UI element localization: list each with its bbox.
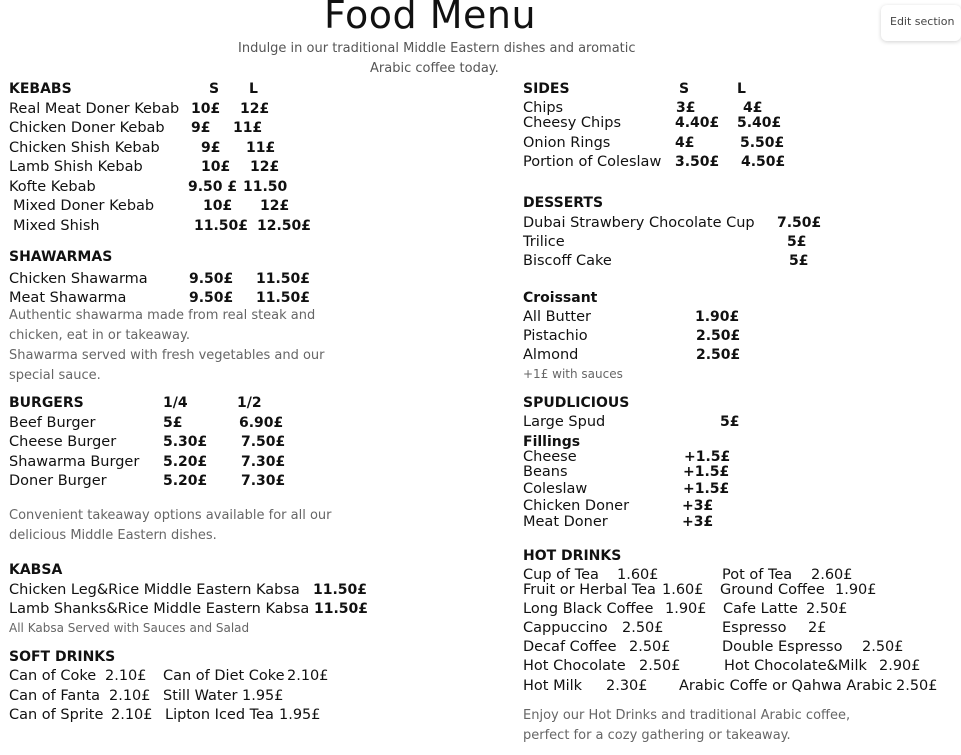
menu-item-price-small: 10£	[203, 198, 233, 214]
menu-item-name: Cheese Burger	[9, 434, 117, 450]
burgers-note: delicious Middle Eastern dishes.	[9, 528, 217, 543]
menu-item-price-small: 3.50£	[675, 154, 720, 170]
menu-item-price-half: 7.50£	[241, 434, 286, 450]
menu-item-name: Pistachio	[523, 328, 588, 344]
menu-item-price: +3£	[682, 498, 714, 514]
menu-item-name: Lamb Shish Kebab	[9, 159, 143, 175]
menu-item-price: 7.50£	[777, 215, 822, 231]
menu-item-price-small: 9£	[201, 140, 221, 156]
menu-item-price: 2.50£	[896, 678, 938, 694]
menu-item-name: Can of Fanta	[9, 688, 101, 704]
menu-item-name: Can of Sprite	[9, 707, 104, 723]
menu-item-price: 2.50£	[862, 639, 904, 655]
menu-item-price: 2.50£	[622, 620, 664, 636]
menu-item-price-large: 5.40£	[737, 115, 782, 131]
menu-item-price: 2.10£	[109, 688, 151, 704]
menu-item-name: Double Espresso	[722, 639, 843, 655]
croissant-heading: Croissant	[523, 290, 598, 306]
menu-item-price: 1.90£	[695, 309, 740, 325]
burgers-col-quarter: 1/4	[163, 395, 188, 411]
menu-item-name: Portion of Coleslaw	[523, 154, 662, 170]
hot-drinks-note: Enjoy our Hot Drinks and traditional Arabic coffee,	[523, 708, 851, 723]
menu-item-name: Cappuccino	[523, 620, 608, 636]
menu-item-name: Meat Doner	[523, 514, 608, 530]
menu-item-price-large: 12£	[240, 101, 270, 117]
menu-item-price-large: 11£	[246, 140, 276, 156]
edit-section-button[interactable]: Edit section	[881, 5, 961, 41]
menu-item-name: Arabic Coffe or Qahwa Arabic	[679, 678, 893, 694]
menu-item-price-small: 9£	[191, 120, 211, 136]
menu-item-price: 1.95£	[242, 688, 284, 704]
menu-item-price: 11.50£	[313, 582, 368, 598]
menu-item-name: Chicken Leg&Rice Middle Eastern Kabsa	[9, 582, 300, 598]
sides-col-s: S	[679, 81, 690, 97]
menu-item-price-small: 9.50 £	[188, 179, 238, 195]
menu-item-price: 2.50£	[806, 601, 848, 617]
menu-item-price-large: 12£	[250, 159, 280, 175]
menu-item-price-large: 4.50£	[741, 154, 786, 170]
menu-item-price-small: 9.50£	[189, 271, 234, 287]
menu-item-price-half: 7.30£	[241, 473, 286, 489]
menu-item-name: Long Black Coffee	[523, 601, 654, 617]
menu-item-price-small: 4£	[675, 135, 695, 151]
kebabs-col-l: L	[249, 81, 258, 97]
menu-item-name: Onion Rings	[523, 135, 611, 151]
menu-item-name: Coleslaw	[523, 481, 588, 497]
menu-item-price-small: 10£	[191, 101, 221, 117]
menu-item-name: Lipton Iced Tea	[165, 707, 274, 723]
sides-col-l: L	[737, 81, 746, 97]
menu-item-price-large: 11.50£	[256, 271, 311, 287]
menu-item-price: +1.5£	[683, 481, 730, 497]
menu-item-price-half: 7.30£	[241, 454, 286, 470]
menu-item-name: Can of Diet Coke	[163, 668, 285, 684]
kebabs-col-s: S	[209, 81, 220, 97]
menu-item-name: Cheesy Chips	[523, 115, 622, 131]
menu-item-name: Large Spud	[523, 414, 606, 430]
menu-item-price: 2.30£	[606, 678, 648, 694]
menu-item-price: 2.50£	[629, 639, 671, 655]
menu-item-price: 2.10£	[105, 668, 147, 684]
kabsa-note: All Kabsa Served with Sauces and Salad	[9, 621, 250, 635]
soft-drinks-heading: SOFT DRINKS	[9, 649, 116, 665]
menu-item-price-quarter: 5.20£	[163, 473, 208, 489]
menu-item-name: Beans	[523, 464, 568, 480]
menu-item-price-large: 12£	[260, 198, 290, 214]
menu-item-price-large: 4£	[743, 100, 763, 116]
menu-item-price-quarter: 5£	[163, 415, 183, 431]
menu-item-name: All Butter	[523, 309, 591, 325]
menu-item-price-large: 11.50£	[256, 290, 311, 306]
kebabs-heading: KEBABS	[9, 81, 72, 97]
menu-item-price-large: 5.50£	[740, 135, 785, 151]
menu-item-price: 2.90£	[879, 658, 921, 674]
menu-item-name: Chicken Doner	[523, 498, 630, 514]
menu-item-price-quarter: 5.20£	[163, 454, 208, 470]
menu-item-name: Hot Milk	[523, 678, 583, 694]
desserts-heading: DESSERTS	[523, 195, 604, 211]
menu-item-name: Cafe Latte	[723, 601, 798, 617]
menu-item-name: Beef Burger	[9, 415, 96, 431]
hot-drinks-heading: HOT DRINKS	[523, 548, 622, 564]
fillings-heading: Fillings	[523, 434, 581, 450]
shawarmas-heading: SHAWARMAS	[9, 249, 113, 265]
menu-item-price: 1.60£	[617, 567, 659, 583]
menu-item-name: Lamb Shanks&Rice Middle Eastern Kabsa	[9, 601, 310, 617]
menu-item-name: Hot Chocolate&Milk	[724, 658, 867, 674]
menu-item-name: Biscoff Cake	[523, 253, 612, 269]
croissant-note: +1£ with sauces	[523, 367, 623, 381]
menu-item-name: Shawarma Burger	[9, 454, 140, 470]
menu-item-name: Doner Burger	[9, 473, 107, 489]
menu-item-price: 2.10£	[287, 668, 329, 684]
burgers-heading: BURGERS	[9, 395, 84, 411]
menu-item-name: Chicken Doner Kebab	[9, 120, 165, 136]
subtitle-line-2: Arabic coffee today.	[370, 61, 499, 76]
spudlicious-heading: SPUDLICIOUS	[523, 395, 630, 411]
menu-item-name: Can of Coke	[9, 668, 97, 684]
menu-item-price-half: 6.90£	[239, 415, 284, 431]
menu-item-name: Cup of Tea	[523, 567, 599, 583]
menu-item-price-large: 11£	[233, 120, 263, 136]
menu-item-name: Kofte Kebab	[9, 179, 96, 195]
hot-drinks-note: perfect for a cozy gathering or takeaway.	[523, 728, 791, 743]
menu-item-name: Hot Chocolate	[523, 658, 626, 674]
menu-item-price-large: 11.50	[243, 179, 288, 195]
menu-item-price: 11.50£	[314, 601, 369, 617]
menu-item-price-small: 4.40£	[675, 115, 720, 131]
sides-heading: SIDES	[523, 81, 570, 97]
shawarma-note: Authentic shawarma made from real steak and	[9, 308, 316, 323]
menu-item-name: Dubai Strawbery Chocolate Cup	[523, 215, 755, 231]
menu-item-name: Fruit or Herbal Tea	[523, 582, 656, 598]
menu-item-name: Chicken Shish Kebab	[9, 140, 160, 156]
menu-item-price: 5£	[787, 234, 807, 250]
menu-item-price: 2.50£	[696, 347, 741, 363]
menu-item-price: 1.90£	[665, 601, 707, 617]
menu-item-name: Almond	[523, 347, 579, 363]
subtitle-line-1: Indulge in our traditional Middle Eastern dishes and aromatic	[238, 41, 636, 56]
menu-item-price: 2.50£	[696, 328, 741, 344]
menu-item-price: 1.90£	[835, 582, 877, 598]
menu-item-price: 1.60£	[662, 582, 704, 598]
menu-item-name: Chicken Shawarma	[9, 271, 148, 287]
menu-item-name: Trilice	[523, 234, 565, 250]
menu-item-name: Real Meat Doner Kebab	[9, 101, 180, 117]
menu-item-name: Still Water	[163, 688, 238, 704]
menu-item-price: 2£	[808, 620, 827, 636]
menu-item-price-large: 12.50£	[257, 218, 312, 234]
menu-item-name: Meat Shawarma	[9, 290, 127, 306]
menu-item-price-small: 10£	[201, 159, 231, 175]
menu-item-price: 1.95£	[279, 707, 321, 723]
page-title: Food Menu	[324, 0, 537, 37]
burgers-note: Convenient takeaway options available for all our	[9, 508, 332, 523]
menu-item-price-small: 3£	[676, 100, 696, 116]
menu-item-price: +1.5£	[683, 464, 730, 480]
menu-item-price: 5£	[789, 253, 809, 269]
menu-item-price: 5£	[720, 414, 740, 430]
menu-item-price: +3£	[682, 514, 714, 530]
menu-item-name: Cheese	[523, 449, 577, 465]
menu-item-price: 2.60£	[811, 567, 853, 583]
menu-item-price-quarter: 5.30£	[163, 434, 208, 450]
menu-item-price-small: 9.50£	[189, 290, 234, 306]
shawarma-note: chicken, eat in or takeaway.	[9, 328, 190, 343]
shawarma-note: special sauce.	[9, 368, 101, 383]
menu-item-name: Ground Coffee	[720, 582, 825, 598]
menu-item-name: Pot of Tea	[722, 567, 793, 583]
menu-item-name: Mixed Doner Kebab	[13, 198, 155, 214]
kabsa-heading: KABSA	[9, 562, 63, 578]
menu-item-name: Chips	[523, 100, 564, 116]
menu-item-price-small: 11.50£	[194, 218, 249, 234]
menu-item-price: +1.5£	[684, 449, 731, 465]
shawarma-note: Shawarma served with fresh vegetables and our	[9, 348, 325, 363]
menu-item-price: 2.10£	[111, 707, 153, 723]
menu-item-price: 2.50£	[639, 658, 681, 674]
menu-item-name: Espresso	[722, 620, 787, 636]
burgers-col-half: 1/2	[237, 395, 262, 411]
menu-item-name: Decaf Coffee	[523, 639, 617, 655]
menu-item-name: Mixed Shish	[13, 218, 100, 234]
